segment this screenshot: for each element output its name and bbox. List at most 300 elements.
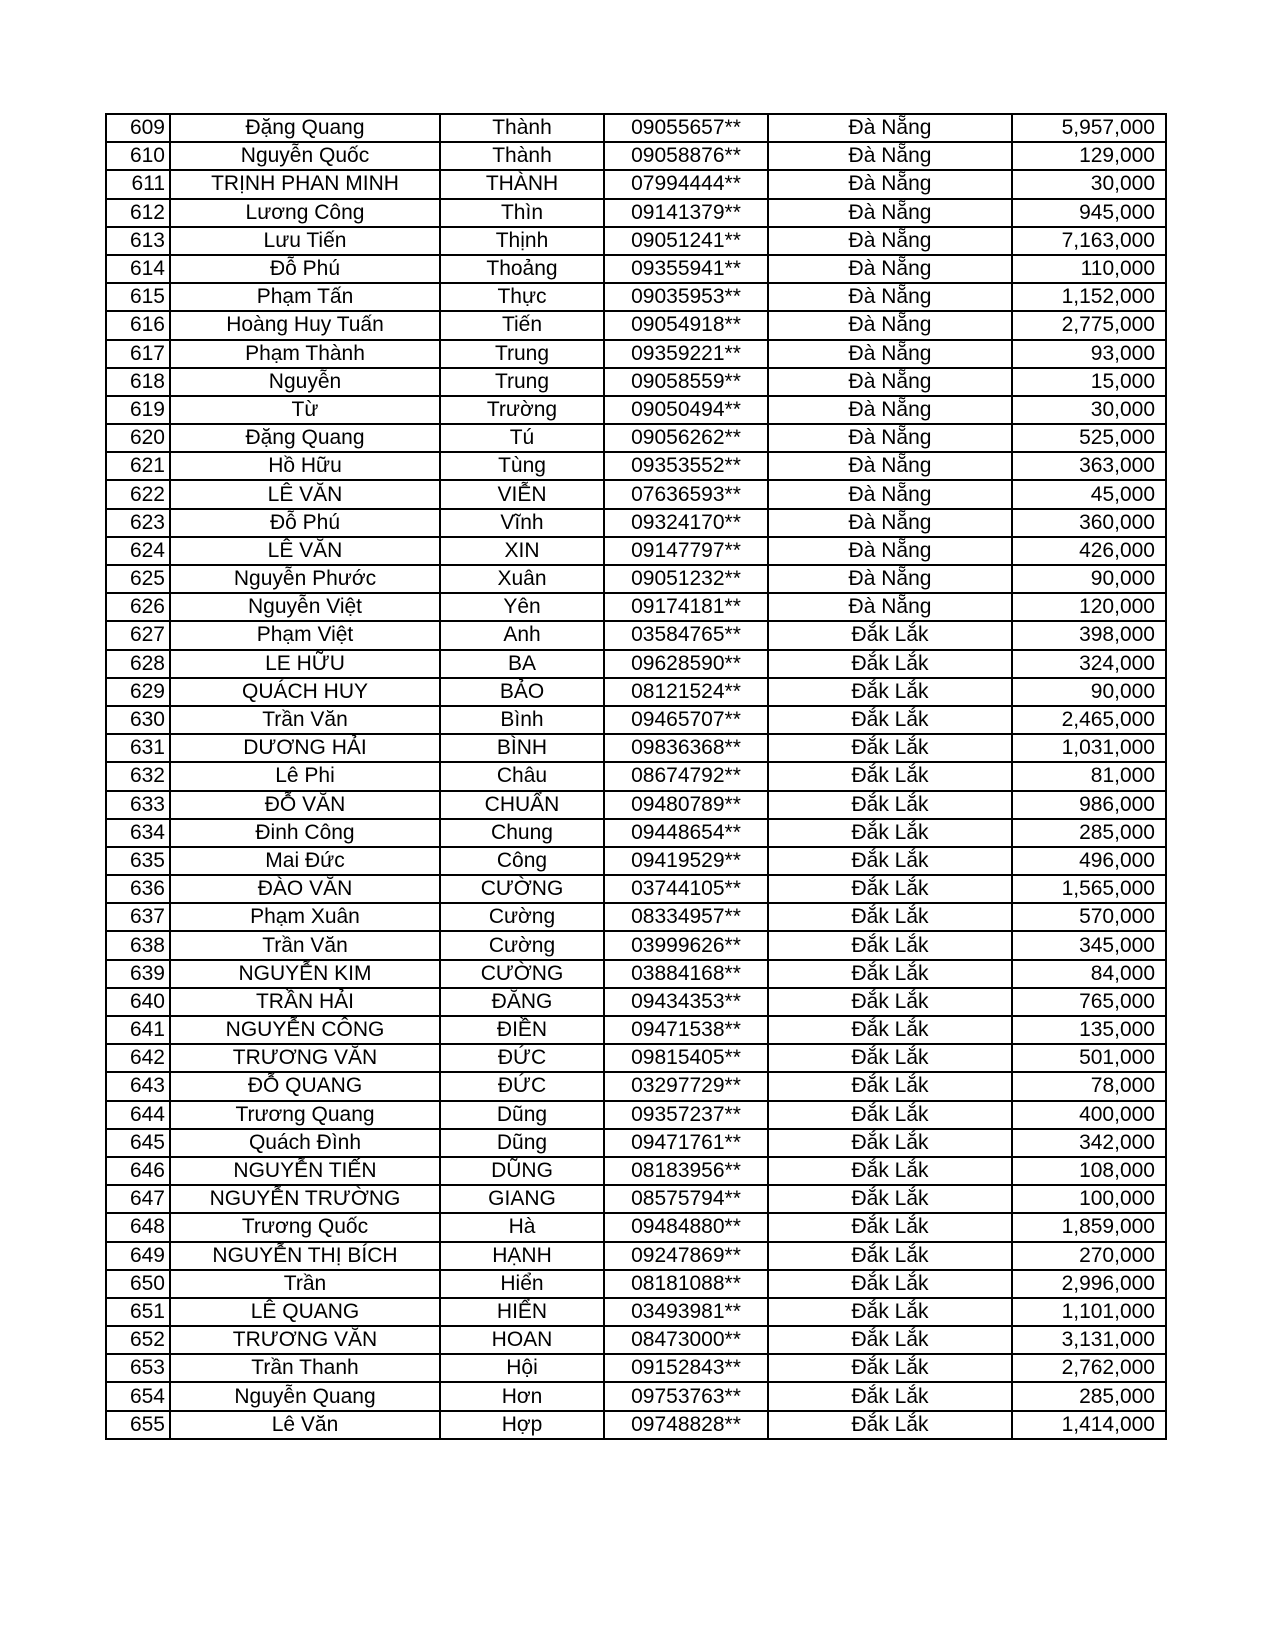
amount-cell: 324,000	[1012, 650, 1166, 678]
table-row	[106, 396, 1166, 424]
row-number: 646	[106, 1157, 170, 1185]
surname-cell: Phạm Xuân	[170, 903, 440, 931]
phone-cell: 09058559**	[604, 368, 768, 396]
row-number: 649	[106, 1242, 170, 1270]
given-name-cell: CƯỜNG	[440, 960, 604, 988]
phone-cell: 09050494**	[604, 396, 768, 424]
surname-cell: Trương Quốc	[170, 1213, 440, 1241]
phone-cell: 09152843**	[604, 1354, 768, 1382]
table-row	[106, 340, 1166, 368]
province-cell: Đà Nẵng	[768, 227, 1012, 255]
amount-cell: 78,000	[1012, 1072, 1166, 1100]
surname-cell: Nguyễn Việt	[170, 593, 440, 621]
surname-cell: Trần Văn	[170, 706, 440, 734]
province-cell: Đắk Lắk	[768, 931, 1012, 959]
amount-cell: 90,000	[1012, 678, 1166, 706]
surname-cell: Phạm Thành	[170, 340, 440, 368]
province-cell: Đắk Lắk	[768, 650, 1012, 678]
phone-cell: 09051232**	[604, 565, 768, 593]
given-name-cell: ĐỨC	[440, 1072, 604, 1100]
amount-cell: 400,000	[1012, 1101, 1166, 1129]
phone-cell: 09471761**	[604, 1129, 768, 1157]
row-number: 630	[106, 706, 170, 734]
amount-cell: 45,000	[1012, 480, 1166, 508]
surname-cell: LÊ VĂN	[170, 537, 440, 565]
province-cell: Đắk Lắk	[768, 1185, 1012, 1213]
province-cell: Đà Nẵng	[768, 142, 1012, 170]
phone-cell: 09055657**	[604, 114, 768, 142]
phone-cell: 09448654**	[604, 819, 768, 847]
amount-cell: 496,000	[1012, 847, 1166, 875]
table-row	[106, 706, 1166, 734]
table-row	[106, 621, 1166, 649]
given-name-cell: Thực	[440, 283, 604, 311]
amount-cell: 90,000	[1012, 565, 1166, 593]
phone-cell: 08121524**	[604, 678, 768, 706]
phone-cell: 09484880**	[604, 1213, 768, 1241]
amount-cell: 986,000	[1012, 791, 1166, 819]
given-name-cell: CƯỜNG	[440, 875, 604, 903]
phone-cell: 03999626**	[604, 931, 768, 959]
surname-cell: LÊ VĂN	[170, 480, 440, 508]
phone-cell: 09056262**	[604, 424, 768, 452]
surname-cell: Nguyễn	[170, 368, 440, 396]
amount-cell: 1,565,000	[1012, 875, 1166, 903]
given-name-cell: Châu	[440, 762, 604, 790]
phone-cell: 09815405**	[604, 1044, 768, 1072]
surname-cell: Phạm Việt	[170, 621, 440, 649]
row-number: 636	[106, 875, 170, 903]
phone-cell: 09051241**	[604, 227, 768, 255]
surname-cell: Nguyễn Phước	[170, 565, 440, 593]
province-cell: Đắk Lắk	[768, 734, 1012, 762]
province-cell: Đắk Lắk	[768, 1129, 1012, 1157]
phone-cell: 03493981**	[604, 1298, 768, 1326]
given-name-cell: Hợp	[440, 1411, 604, 1439]
surname-cell: Quách Đình	[170, 1129, 440, 1157]
table-row	[106, 903, 1166, 931]
table-row	[106, 1242, 1166, 1270]
row-number: 616	[106, 311, 170, 339]
surname-cell: Mai Đức	[170, 847, 440, 875]
table-row	[106, 255, 1166, 283]
given-name-cell: BA	[440, 650, 604, 678]
given-name-cell: HOAN	[440, 1326, 604, 1354]
given-name-cell: VIỄN	[440, 480, 604, 508]
given-name-cell: CHUẨN	[440, 791, 604, 819]
given-name-cell: Thịnh	[440, 227, 604, 255]
row-number: 629	[106, 678, 170, 706]
given-name-cell: Yên	[440, 593, 604, 621]
given-name-cell: Thành	[440, 114, 604, 142]
province-cell: Đà Nẵng	[768, 424, 1012, 452]
province-cell: Đắk Lắk	[768, 1354, 1012, 1382]
phone-cell: 08181088**	[604, 1270, 768, 1298]
phone-cell: 09058876**	[604, 142, 768, 170]
surname-cell: Đỗ Phú	[170, 509, 440, 537]
row-number: 619	[106, 396, 170, 424]
phone-cell: 07994444**	[604, 170, 768, 198]
table-row	[106, 1354, 1166, 1382]
surname-cell: NGUYỄN TIẾN	[170, 1157, 440, 1185]
amount-cell: 30,000	[1012, 396, 1166, 424]
row-number: 627	[106, 621, 170, 649]
amount-cell: 84,000	[1012, 960, 1166, 988]
phone-cell: 03884168**	[604, 960, 768, 988]
table-row	[106, 960, 1166, 988]
surname-cell: NGUYỄN CÔNG	[170, 1016, 440, 1044]
given-name-cell: Vĩnh	[440, 509, 604, 537]
surname-cell: NGUYỄN KIM	[170, 960, 440, 988]
phone-cell: 09141379**	[604, 199, 768, 227]
row-number: 655	[106, 1411, 170, 1439]
province-cell: Đắk Lắk	[768, 1382, 1012, 1410]
phone-cell: 09355941**	[604, 255, 768, 283]
row-number: 633	[106, 791, 170, 819]
row-number: 625	[106, 565, 170, 593]
province-cell: Đắk Lắk	[768, 847, 1012, 875]
province-cell: Đắk Lắk	[768, 903, 1012, 931]
row-number: 632	[106, 762, 170, 790]
province-cell: Đắk Lắk	[768, 621, 1012, 649]
province-cell: Đắk Lắk	[768, 819, 1012, 847]
row-number: 620	[106, 424, 170, 452]
row-number: 644	[106, 1101, 170, 1129]
province-cell: Đà Nẵng	[768, 593, 1012, 621]
given-name-cell: Hà	[440, 1213, 604, 1241]
given-name-cell: Trung	[440, 340, 604, 368]
phone-cell: 03584765**	[604, 621, 768, 649]
table-row	[106, 509, 1166, 537]
given-name-cell: Bình	[440, 706, 604, 734]
province-cell: Đắk Lắk	[768, 1157, 1012, 1185]
table-row	[106, 931, 1166, 959]
table-row	[106, 1382, 1166, 1410]
table-row	[106, 1185, 1166, 1213]
table-row	[106, 1072, 1166, 1100]
amount-cell: 285,000	[1012, 1382, 1166, 1410]
amount-cell: 501,000	[1012, 1044, 1166, 1072]
row-number: 628	[106, 650, 170, 678]
surname-cell: Phạm Tấn	[170, 283, 440, 311]
given-name-cell: BẢO	[440, 678, 604, 706]
amount-cell: 1,152,000	[1012, 283, 1166, 311]
row-number: 638	[106, 931, 170, 959]
given-name-cell: Tùng	[440, 452, 604, 480]
donation-table	[105, 113, 1167, 1440]
phone-cell: 08575794**	[604, 1185, 768, 1213]
amount-cell: 135,000	[1012, 1016, 1166, 1044]
province-cell: Đà Nẵng	[768, 509, 1012, 537]
table-row	[106, 565, 1166, 593]
given-name-cell: ĐIỀN	[440, 1016, 604, 1044]
amount-cell: 360,000	[1012, 509, 1166, 537]
given-name-cell: DŨNG	[440, 1157, 604, 1185]
row-number: 621	[106, 452, 170, 480]
table-row	[106, 368, 1166, 396]
given-name-cell: HẠNH	[440, 1242, 604, 1270]
table-row	[106, 847, 1166, 875]
row-number: 637	[106, 903, 170, 931]
table-row	[106, 875, 1166, 903]
province-cell: Đà Nẵng	[768, 340, 1012, 368]
amount-cell: 426,000	[1012, 537, 1166, 565]
given-name-cell: Anh	[440, 621, 604, 649]
surname-cell: TRƯƠNG VĂN	[170, 1326, 440, 1354]
amount-cell: 345,000	[1012, 931, 1166, 959]
province-cell: Đà Nẵng	[768, 396, 1012, 424]
phone-cell: 03744105**	[604, 875, 768, 903]
row-number: 648	[106, 1213, 170, 1241]
phone-cell: 09480789**	[604, 791, 768, 819]
table-row	[106, 1044, 1166, 1072]
province-cell: Đắk Lắk	[768, 875, 1012, 903]
surname-cell: Lương Công	[170, 199, 440, 227]
table-row	[106, 791, 1166, 819]
surname-cell: LE HỮU	[170, 650, 440, 678]
row-number: 609	[106, 114, 170, 142]
surname-cell: Nguyễn Quang	[170, 1382, 440, 1410]
row-number: 634	[106, 819, 170, 847]
given-name-cell: Trường	[440, 396, 604, 424]
table-row	[106, 1213, 1166, 1241]
row-number: 613	[106, 227, 170, 255]
surname-cell: Trần Thanh	[170, 1354, 440, 1382]
surname-cell: Lưu Tiến	[170, 227, 440, 255]
province-cell: Đà Nẵng	[768, 452, 1012, 480]
given-name-cell: HIỂN	[440, 1298, 604, 1326]
row-number: 652	[106, 1326, 170, 1354]
province-cell: Đắk Lắk	[768, 706, 1012, 734]
phone-cell: 09357237**	[604, 1101, 768, 1129]
province-cell: Đắk Lắk	[768, 1326, 1012, 1354]
table-row	[106, 142, 1166, 170]
amount-cell: 7,163,000	[1012, 227, 1166, 255]
table-row	[106, 1298, 1166, 1326]
amount-cell: 945,000	[1012, 199, 1166, 227]
amount-cell: 100,000	[1012, 1185, 1166, 1213]
given-name-cell: Hội	[440, 1354, 604, 1382]
province-cell: Đắk Lắk	[768, 1072, 1012, 1100]
amount-cell: 3,131,000	[1012, 1326, 1166, 1354]
phone-cell: 09359221**	[604, 340, 768, 368]
surname-cell: QUÁCH HUY	[170, 678, 440, 706]
amount-cell: 129,000	[1012, 142, 1166, 170]
amount-cell: 270,000	[1012, 1242, 1166, 1270]
phone-cell: 09465707**	[604, 706, 768, 734]
phone-cell: 08334957**	[604, 903, 768, 931]
row-number: 618	[106, 368, 170, 396]
given-name-cell: THÀNH	[440, 170, 604, 198]
amount-cell: 2,775,000	[1012, 311, 1166, 339]
row-number: 626	[106, 593, 170, 621]
table-row	[106, 227, 1166, 255]
province-cell: Đắk Lắk	[768, 1270, 1012, 1298]
amount-cell: 2,465,000	[1012, 706, 1166, 734]
phone-cell: 09836368**	[604, 734, 768, 762]
row-number: 611	[106, 170, 170, 198]
province-cell: Đà Nẵng	[768, 170, 1012, 198]
row-number: 650	[106, 1270, 170, 1298]
phone-cell: 09753763**	[604, 1382, 768, 1410]
surname-cell: Trần Văn	[170, 931, 440, 959]
surname-cell: Lê Văn	[170, 1411, 440, 1439]
phone-cell: 09748828**	[604, 1411, 768, 1439]
province-cell: Đà Nẵng	[768, 537, 1012, 565]
given-name-cell: Xuân	[440, 565, 604, 593]
surname-cell: Lê Phi	[170, 762, 440, 790]
table-row	[106, 283, 1166, 311]
given-name-cell: BÌNH	[440, 734, 604, 762]
row-number: 624	[106, 537, 170, 565]
given-name-cell: Thành	[440, 142, 604, 170]
phone-cell: 09054918**	[604, 311, 768, 339]
row-number: 639	[106, 960, 170, 988]
province-cell: Đắk Lắk	[768, 1242, 1012, 1270]
province-cell: Đắk Lắk	[768, 960, 1012, 988]
row-number: 610	[106, 142, 170, 170]
given-name-cell: Công	[440, 847, 604, 875]
surname-cell: Trương Quang	[170, 1101, 440, 1129]
surname-cell: Hồ Hữu	[170, 452, 440, 480]
surname-cell: NGUYỄN THỊ BÍCH	[170, 1242, 440, 1270]
surname-cell: NGUYỄN TRƯỜNG	[170, 1185, 440, 1213]
table-row	[106, 537, 1166, 565]
phone-cell: 09434353**	[604, 988, 768, 1016]
table-row	[106, 311, 1166, 339]
given-name-cell: Dũng	[440, 1101, 604, 1129]
surname-cell: ĐỖ QUANG	[170, 1072, 440, 1100]
amount-cell: 285,000	[1012, 819, 1166, 847]
table-row	[106, 452, 1166, 480]
given-name-cell: Tú	[440, 424, 604, 452]
phone-cell: 09147797**	[604, 537, 768, 565]
phone-cell: 09419529**	[604, 847, 768, 875]
table-row	[106, 988, 1166, 1016]
amount-cell: 570,000	[1012, 903, 1166, 931]
row-number: 653	[106, 1354, 170, 1382]
row-number: 641	[106, 1016, 170, 1044]
province-cell: Đà Nẵng	[768, 199, 1012, 227]
row-number: 617	[106, 340, 170, 368]
surname-cell: Hoàng Huy Tuấn	[170, 311, 440, 339]
phone-cell: 03297729**	[604, 1072, 768, 1100]
surname-cell: ĐỖ VĂN	[170, 791, 440, 819]
surname-cell: Đinh Công	[170, 819, 440, 847]
province-cell: Đà Nẵng	[768, 311, 1012, 339]
row-number: 645	[106, 1129, 170, 1157]
amount-cell: 1,859,000	[1012, 1213, 1166, 1241]
table-row	[106, 1411, 1166, 1439]
phone-cell: 09628590**	[604, 650, 768, 678]
phone-cell: 08674792**	[604, 762, 768, 790]
table-row	[106, 734, 1166, 762]
surname-cell: Đặng Quang	[170, 424, 440, 452]
province-cell: Đắk Lắk	[768, 762, 1012, 790]
amount-cell: 1,031,000	[1012, 734, 1166, 762]
amount-cell: 30,000	[1012, 170, 1166, 198]
table-row	[106, 1157, 1166, 1185]
given-name-cell: Thìn	[440, 199, 604, 227]
row-number: 623	[106, 509, 170, 537]
row-number: 647	[106, 1185, 170, 1213]
table-row	[106, 199, 1166, 227]
phone-cell: 09471538**	[604, 1016, 768, 1044]
table-row	[106, 1129, 1166, 1157]
table-row	[106, 678, 1166, 706]
row-number: 614	[106, 255, 170, 283]
province-cell: Đắk Lắk	[768, 1044, 1012, 1072]
given-name-cell: Cường	[440, 903, 604, 931]
province-cell: Đắk Lắk	[768, 988, 1012, 1016]
phone-cell: 09035953**	[604, 283, 768, 311]
province-cell: Đà Nẵng	[768, 565, 1012, 593]
row-number: 635	[106, 847, 170, 875]
amount-cell: 1,414,000	[1012, 1411, 1166, 1439]
amount-cell: 525,000	[1012, 424, 1166, 452]
amount-cell: 108,000	[1012, 1157, 1166, 1185]
table-row	[106, 819, 1166, 847]
row-number: 654	[106, 1382, 170, 1410]
phone-cell: 08473000**	[604, 1326, 768, 1354]
amount-cell: 363,000	[1012, 452, 1166, 480]
given-name-cell: Chung	[440, 819, 604, 847]
amount-cell: 342,000	[1012, 1129, 1166, 1157]
row-number: 640	[106, 988, 170, 1016]
given-name-cell: GIANG	[440, 1185, 604, 1213]
province-cell: Đà Nẵng	[768, 255, 1012, 283]
given-name-cell: Cường	[440, 931, 604, 959]
amount-cell: 110,000	[1012, 255, 1166, 283]
table-row	[106, 480, 1166, 508]
amount-cell: 765,000	[1012, 988, 1166, 1016]
table-row	[106, 114, 1166, 142]
given-name-cell: Trung	[440, 368, 604, 396]
given-name-cell: ĐĂNG	[440, 988, 604, 1016]
phone-cell: 09324170**	[604, 509, 768, 537]
given-name-cell: XIN	[440, 537, 604, 565]
table-row	[106, 424, 1166, 452]
given-name-cell: Dũng	[440, 1129, 604, 1157]
row-number: 631	[106, 734, 170, 762]
row-number: 643	[106, 1072, 170, 1100]
table-row	[106, 650, 1166, 678]
phone-cell: 09353552**	[604, 452, 768, 480]
table-body	[106, 114, 1166, 1439]
province-cell: Đà Nẵng	[768, 114, 1012, 142]
province-cell: Đắk Lắk	[768, 1411, 1012, 1439]
surname-cell: Trần	[170, 1270, 440, 1298]
amount-cell: 81,000	[1012, 762, 1166, 790]
table-row	[106, 762, 1166, 790]
surname-cell: TRƯƠNG VĂN	[170, 1044, 440, 1072]
surname-cell: ĐÀO VĂN	[170, 875, 440, 903]
given-name-cell: Hiển	[440, 1270, 604, 1298]
row-number: 651	[106, 1298, 170, 1326]
surname-cell: Nguyễn Quốc	[170, 142, 440, 170]
given-name-cell: Thoảng	[440, 255, 604, 283]
table-row	[106, 1326, 1166, 1354]
surname-cell: DƯƠNG HẢI	[170, 734, 440, 762]
row-number: 615	[106, 283, 170, 311]
amount-cell: 15,000	[1012, 368, 1166, 396]
amount-cell: 2,762,000	[1012, 1354, 1166, 1382]
province-cell: Đà Nẵng	[768, 283, 1012, 311]
amount-cell: 398,000	[1012, 621, 1166, 649]
surname-cell: Từ	[170, 396, 440, 424]
table-row	[106, 1270, 1166, 1298]
amount-cell: 2,996,000	[1012, 1270, 1166, 1298]
